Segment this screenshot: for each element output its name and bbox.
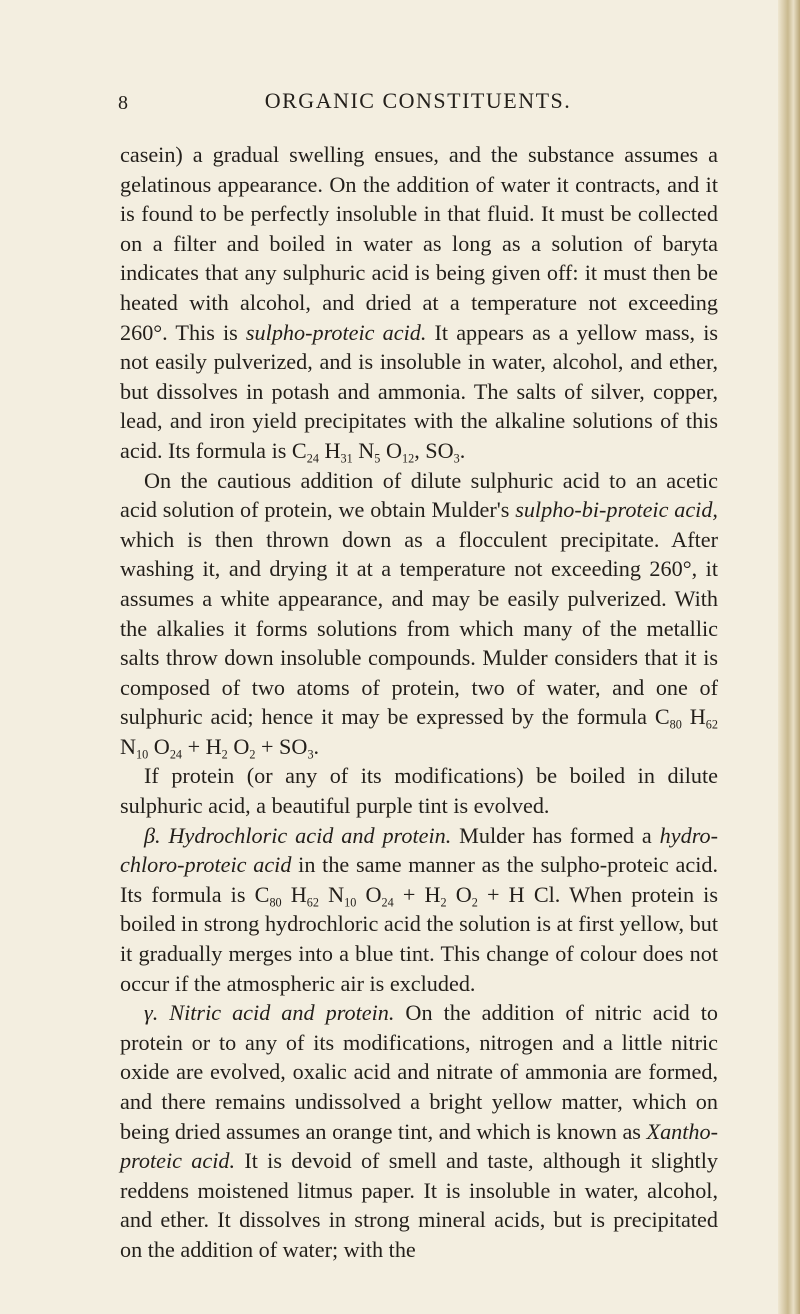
term-sulpho-proteic-acid: sulpho-proteic acid. <box>245 319 427 345</box>
paragraph-nitric: γ. Nitric acid and protein. On the addition of nitric acid to protein or to any of its modifications, nitrogen and a little nitric oxide are evolved, oxalic acid and nitrate of ammonia are formed, and there remains undissolved a bright yellow matter, which on being dried assumes an orange tint, and which is known as Xantho-proteic acid. It is devoid of smell and taste, although it slightly reddens moistened litmus paper. It is insoluble in water, alcohol, and ether. It dissolves in strong mineral acids, but is precipitated on the addition of water; with the <box>120 1000 718 1262</box>
page-number: 8 <box>118 92 130 114</box>
paragraph-sulpho-proteic: casein) a gradual swelling ensues, and the substance assumes a gelatinous appearance. On the addition of water it contracts, and it is found to be perfectly insoluble in that fluid. It must be collected on a filter and boiled in water as long as a solution of baryta indicates that any sulphuric acid is being given off: it must then be heated with alcohol, and dried at a temperature not exceeding 260°. This is sulpho-proteic acid. It appears as a yellow mass, is not easily pulverized, and is insoluble in water, alcohol, and ether, but dissolves in potash and ammonia. The salts of silver, copper, lead, and iron yield precipitates with the alkaline solutions of this acid. Its formula is $C_{24}$ $H_{31}$ $N_5$ $O_{12}$, $SO_3$. <box>120 142 719 466</box>
running-title: ORGANIC CONSTITUENTS. <box>264 88 572 113</box>
body-text <box>120 140 718 1265</box>
paragraph-hydrochloric: β. Hydrochloric acid and protein. Mulder has formed a hydrochloro-proteic acid in the same manner as the sulpho-proteic acid. Its formula is $C_{80}$ $H_{62}$ $N_{10}$ $O_{24} + H_2$ $O_2 + H$ Cl. When protein is boiled in strong hydrochloric acid the solution is at first yellow, but it gradually merges into a blue tint. This change of colour does not occur if the atmospheric air is excluded. <box>120 822 718 996</box>
formula-sulpho-bi-proteic: $C_{80}$ $H_{62}$ $N_{10}$ $O_{24} + H_2$ $O_2 + SO_3$ <box>120 704 718 762</box>
term-xantho-proteic-acid: Xantho-proteic acid. <box>120 1118 718 1174</box>
page-edge <box>778 0 800 1314</box>
paragraph-sulpho-bi-proteic: On the cautious addition of dilute sulphuric acid to an acetic acid solution of protein, we obtain Mulder's sulpho-bi-proteic acid, which is then thrown down as a flocculent precipitate. After washing it, and drying it at a temperature not exceeding 260°, it assumes a white appearance, and may be easily pulverized. With the alkalies it forms solutions from which many of the metallic salts throw down insoluble compounds. Mulder considers that it is composed of two atoms of protein, two of water, and one of sulphuric acid; hence it may be expressed by the formula $C_{80}$ $H_{62}$ $N_{10}$ $O_{24} + H_2$ $O_2 + SO_3$. <box>120 467 718 762</box>
page-header <box>118 88 718 124</box>
term-hydrochloro-proteic-acid: hydrochloro-proteic acid <box>120 822 718 878</box>
paragraph-purple-tint: If protein (or any of its modifications) be boiled in dilute sulphuric acid, a beautiful purple tint is evolved. <box>120 763 718 819</box>
formula-sulpho-proteic: $C_{24}$ $H_{31}$ $N_5$ $O_{12}$, $SO_3$ <box>291 437 460 466</box>
term-sulpho-bi-proteic-acid: sulpho-bi-proteic acid, <box>515 497 718 523</box>
heading-hydrochloric-acid: β. Hydrochloric acid and protein. <box>144 822 452 848</box>
formula-hydrochloro-proteic: $C_{80}$ $H_{62}$ $N_{10}$ $O_{24} + H_2$ $O_2 + H$ Cl. <box>254 881 561 910</box>
heading-nitric-acid: γ. Nitric acid and protein. <box>144 1000 395 1026</box>
